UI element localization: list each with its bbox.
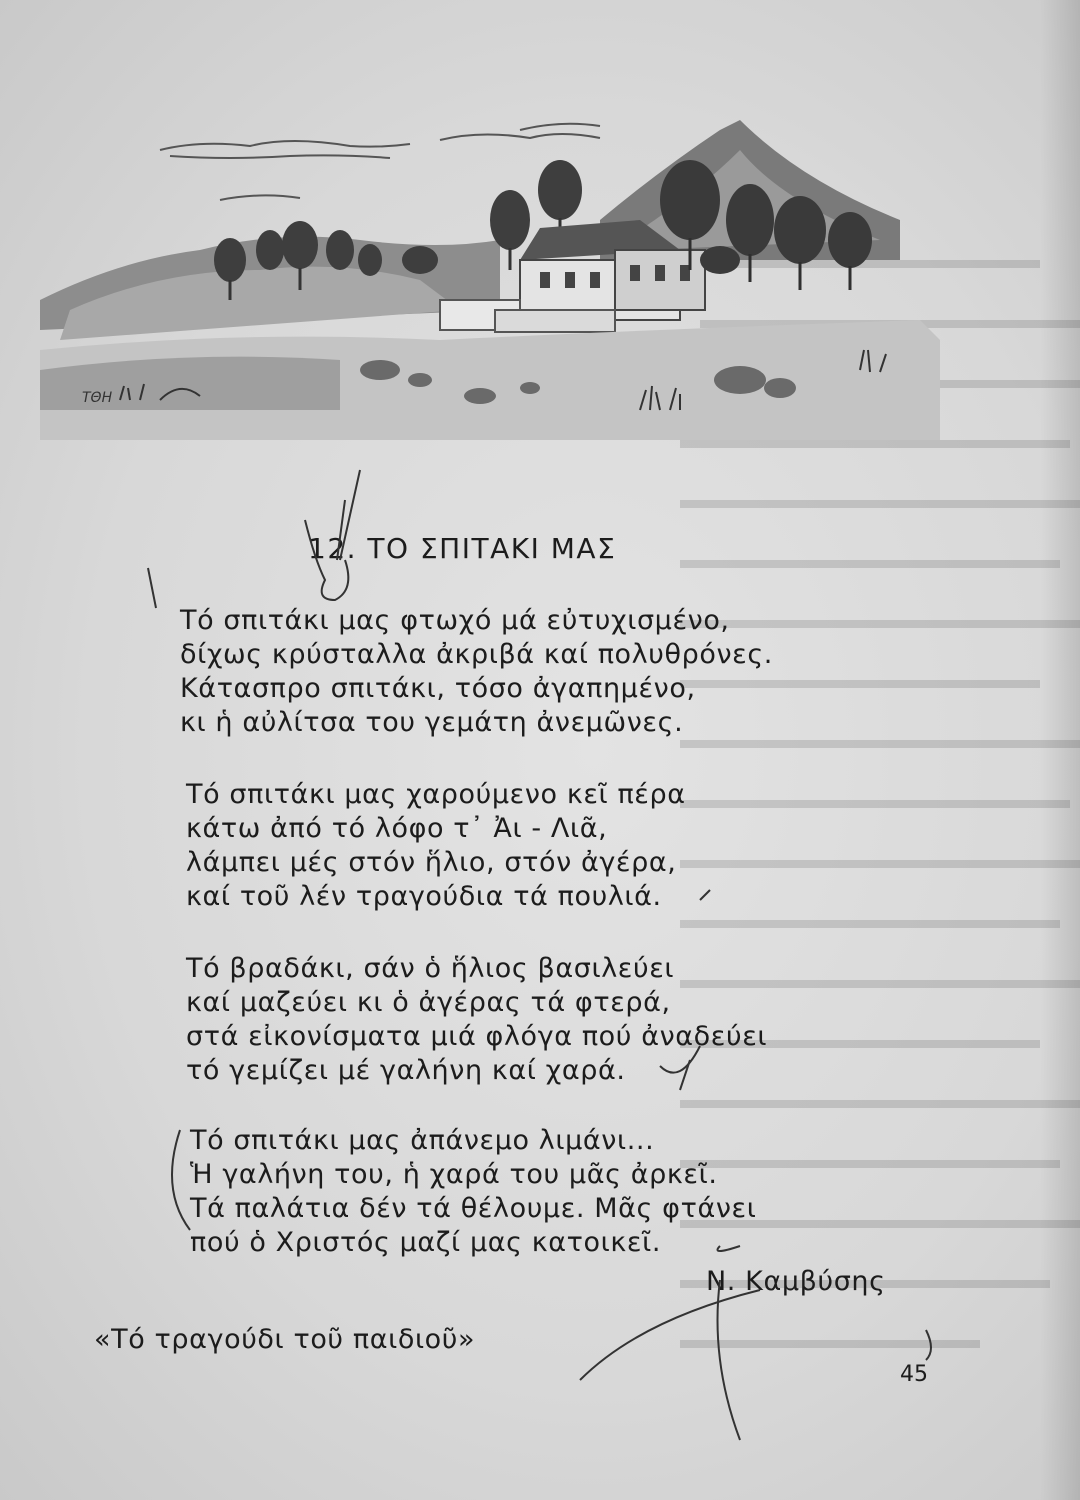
poem-title: 12. ΤΟ ΣΠΙΤΑΚΙ ΜΑΣ	[308, 532, 617, 565]
verse-line: Τό σπιτάκι μας ἀπάνεμο λιμάνι...	[190, 1125, 655, 1156]
verse-line: κάτω ἀπό τό λόφο τ᾽ Ἀι - Λιᾶ,	[186, 813, 608, 844]
page-edge-shadow	[1040, 0, 1080, 1500]
verse-line: Κάτασπρο σπιτάκι, τόσο ἀγαπημένο,	[180, 673, 696, 704]
stanza-3	[186, 952, 767, 1088]
verse-line: στά εἰκονίσματα μιά φλόγα πού ἀναδεύει	[186, 1021, 768, 1052]
verse-line: πού ὁ Χριστός μαζί μας κατοικεῖ.	[190, 1227, 662, 1258]
verse-line: κι ἡ αὐλίτσα του γεμάτη ἀνεμῶνες.	[180, 707, 684, 738]
verse-line: Τά παλάτια δέν τά θέλουμε. Μᾶς φτάνει	[190, 1193, 757, 1224]
poem-source: «Τό τραγούδι τοῦ παιδιοῦ»	[94, 1324, 476, 1355]
verse-line: Τό σπιτάκι μας χαρούμενο κεῖ πέρα	[186, 779, 686, 810]
verse-line: δίχως κρύσταλλα ἀκριβά καί πολυθρόνες.	[180, 639, 773, 670]
verse-line: καί τοῦ λέν τραγούδια τά πουλιά.	[186, 881, 662, 912]
poem-author: Ν. Καμβύσης	[706, 1266, 886, 1297]
verse-line: λάμπει μές στόν ἥλιο, στόν ἀγέρα,	[186, 847, 677, 878]
verse-line: Τό βραδάκι, σάν ὁ ἥλιος βασιλεύει	[186, 953, 675, 984]
stanza-2	[186, 778, 686, 914]
verse-line: Ἡ γαλήνη του, ἡ χαρά του μᾶς ἀρκεῖ.	[190, 1159, 718, 1190]
stanza-4	[190, 1124, 756, 1260]
verse-line: καί μαζεύει κι ὁ ἀγέρας τά φτερά,	[186, 987, 671, 1018]
page-number: 45	[900, 1362, 928, 1387]
stanza-1	[180, 604, 773, 740]
verse-line: τό γεμίζει μέ γαλήνη καί χαρά.	[186, 1055, 626, 1086]
landscape-house-illustration	[40, 110, 940, 440]
illustrator-signature: ΤΘΗ	[82, 390, 113, 406]
verse-line: Τό σπιτάκι μας φτωχό μά εὐτυχισμένο,	[180, 605, 730, 636]
